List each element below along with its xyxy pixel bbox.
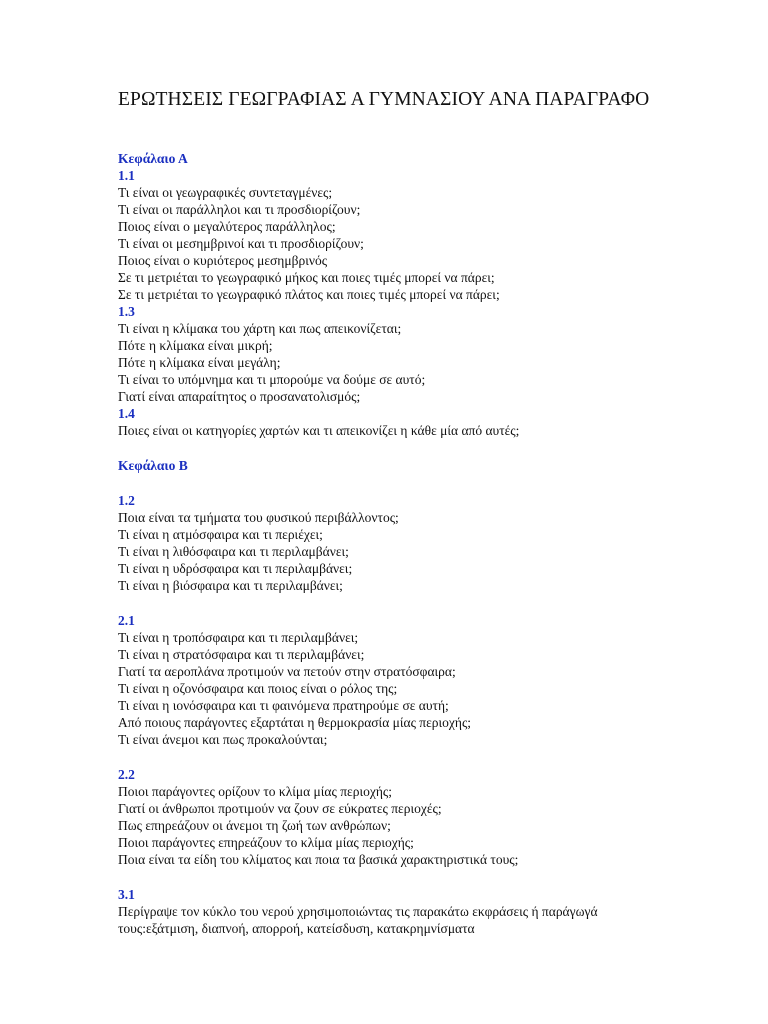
section-2-2-heading: 2.2	[118, 767, 135, 782]
question-line: Γιατί τα αεροπλάνα προτιμούν να πετούν στην στρατόσφαιρα;	[118, 664, 456, 679]
question-line: Ποιες είναι οι κατηγορίες χαρτών και τι απεικονίζει η κάθε μία από αυτές;	[118, 423, 520, 438]
question-line: Τι είναι οι γεωγραφικές συντεταγμένες;	[118, 185, 333, 200]
document-body	[118, 150, 738, 937]
question-line: Πότε η κλίμακα είναι μεγάλη;	[118, 355, 281, 370]
spacer	[118, 439, 738, 457]
question-line: Ποιοι παράγοντες επηρεάζουν το κλίμα μίας περιοχής;	[118, 835, 414, 850]
question-line: Ποιος είναι ο μεγαλύτερος παράλληλος;	[118, 219, 336, 234]
chapter-b-heading: Κεφάλαιο Β	[118, 458, 188, 473]
question-line: Ποια είναι τα τμήματα του φυσικού περιβάλλοντος;	[118, 510, 399, 525]
question-line: Τι είναι η υδρόσφαιρα και τι περιλαμβάνει;	[118, 561, 353, 576]
section-1-1-heading: 1.1	[118, 168, 135, 183]
spacer	[118, 748, 738, 766]
spacer	[118, 474, 738, 492]
section-1-3-heading: 1.3	[118, 304, 135, 319]
question-line: Ποια είναι τα είδη του κλίματος και ποια τα βασικά χαρακτηριστικά τους;	[118, 852, 519, 867]
question-line: Πως επηρεάζουν οι άνεμοι τη ζωή των ανθρώπων;	[118, 818, 391, 833]
question-line: Τι είναι η βιόσφαιρα και τι περιλαμβάνει;	[118, 578, 343, 593]
question-line: Γιατί οι άνθρωποι προτιμούν να ζουν σε εύκρατες περιοχές;	[118, 801, 442, 816]
question-line: Τι είναι οι μεσημβρινοί και τι προσδιορίζουν;	[118, 236, 364, 251]
question-paragraph: Περίγραψε τον κύκλο του νερού χρησιμοποιώντας τις παρακάτω εκφράσεις ή παράγωγά τους:εξάτμιση, διαπνοή, απορροή, κατείσδυση, κατακρημνίσματα	[118, 904, 598, 936]
question-line: Τι είναι η τροπόσφαιρα και τι περιλαμβάνει;	[118, 630, 359, 645]
question-line: Τι είναι το υπόμνημα και τι μπορούμε να δούμε σε αυτό;	[118, 372, 426, 387]
spacer	[118, 868, 738, 886]
spacer	[118, 594, 738, 612]
document-title: ΕΡΩΤΗΣΕΙΣ ΓΕΩΓΡΑΦΙΑΣ Α ΓΥΜΝΑΣΙΟΥ ΑΝΑ ΠΑΡΑΓΡΑΦΟ	[118, 89, 650, 110]
section-1-2-heading: 1.2	[118, 493, 135, 508]
question-line: Πότε η κλίμακα είναι μικρή;	[118, 338, 273, 353]
section-1-4-heading: 1.4	[118, 406, 135, 421]
question-line: Σε τι μετριέται το γεωγραφικό μήκος και ποιες τιμές μπορεί να πάρει;	[118, 270, 495, 285]
question-line: Γιατί είναι απαραίτητος ο προσανατολισμός;	[118, 389, 361, 404]
question-line: Τι είναι η στρατόσφαιρα και τι περιλαμβάνει;	[118, 647, 365, 662]
section-3-1-heading: 3.1	[118, 887, 135, 902]
question-line: Τι είναι η λιθόσφαιρα και τι περιλαμβάνει;	[118, 544, 349, 559]
question-line: Τι είναι η οζονόσφαιρα και ποιος είναι ο ρόλος της;	[118, 681, 398, 696]
question-line: Τι είναι η ατμόσφαιρα και τι περιέχει;	[118, 527, 323, 542]
question-line: Τι είναι άνεμοι και πως προκαλούνται;	[118, 732, 328, 747]
question-line: Ποιος είναι ο κυριότερος μεσημβρινός	[118, 253, 328, 268]
question-line: Τι είναι η κλίμακα του χάρτη και πως απεικονίζεται;	[118, 321, 402, 336]
section-2-1-heading: 2.1	[118, 613, 135, 628]
chapter-a-heading: Κεφάλαιο Α	[118, 151, 188, 166]
question-line: Ποιοι παράγοντες ορίζουν το κλίμα μίας περιοχής;	[118, 784, 392, 799]
question-line: Από ποιους παράγοντες εξαρτάται η θερμοκρασία μίας περιοχής;	[118, 715, 472, 730]
question-line: Τι είναι η ιονόσφαιρα και τι φαινόμενα πρατηρούμε σε αυτή;	[118, 698, 449, 713]
question-line: Σε τι μετριέται το γεωγραφικό πλάτος και ποιες τιμές μπορεί να πάρει;	[118, 287, 500, 302]
question-line: Τι είναι οι παράλληλοι και τι προσδιορίζουν;	[118, 202, 361, 217]
